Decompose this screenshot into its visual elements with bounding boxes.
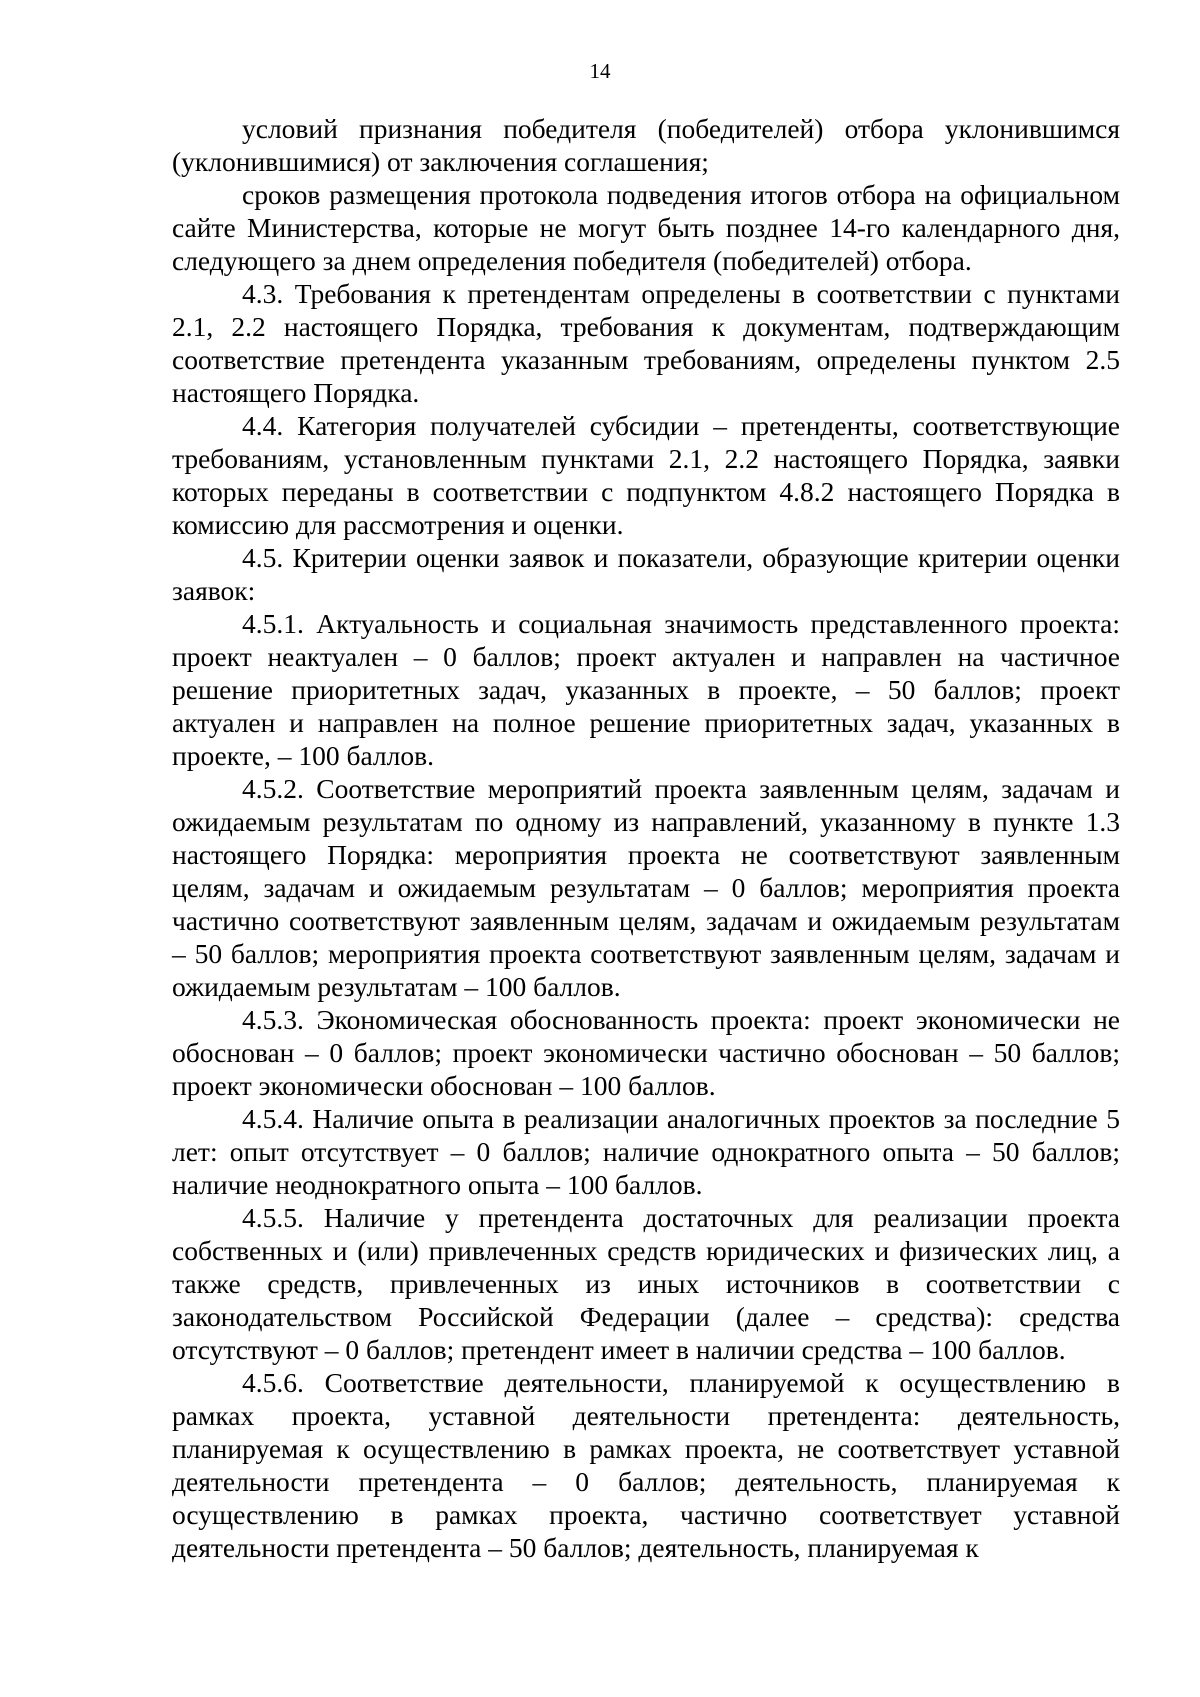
document-body: [172, 112, 1120, 1564]
paragraph-4-5-6: 4.5.6. Соответствие деятельности, планируемой к осуществлению в рамках проекта, уставной деятельности претендента: деятельность, планируемая к осуществлению в рамках проекта, не соответствует уставной деятельности претендента – 0 баллов; деятельность, планируемая к осуществлению в рамках проекта, частично соответствует уставной деятельности претендента – 50 баллов; деятельность, планируемая к: [172, 1367, 1120, 1563]
paragraph-4-4: 4.4. Категория получателей субсидии – претенденты, соответствующие требованиям, установленным пунктами 2.1, 2.2 настоящего Порядка, заявки которых переданы в соответствии с подпунктом 4.8.2 настоящего Порядка в комиссию для рассмотрения и оценки.: [172, 410, 1120, 540]
paragraph-4-5-3: 4.5.3. Экономическая обоснованность проекта: проект экономически не обоснован – 0 баллов; проект экономически частично обоснован – 50 баллов; проект экономически обоснован – 100 баллов.: [172, 1004, 1120, 1101]
paragraph-selection-conditions: условий признания победителя (победителей) отбора уклонившимся (уклонившимися) от заключения соглашения;: [172, 113, 1120, 177]
page-number: 14: [589, 59, 611, 83]
paragraph-protocol-deadlines: сроков размещения протокола подведения итогов отбора на официальном сайте Министерства, которые не могут быть позднее 14-го календарного дня, следующего за днем определения победителя (победителей) отбора.: [172, 179, 1120, 276]
paragraph-4-5-2: 4.5.2. Соответствие мероприятий проекта заявленным целям, задачам и ожидаемым результатам по одному из направлений, указанному в пункте 1.3 настоящего Порядка: мероприятия проекта не соответствуют заявленным целям, задачам и ожидаемым результатам – 0 баллов; мероприятия проекта частично соответствуют заявленным целям, задачам и ожидаемым результатам – 50 баллов; мероприятия проекта соответствуют заявленным целям, задачам и ожидаемым результатам – 100 баллов.: [172, 773, 1120, 1002]
paragraph-4-5-4: 4.5.4. Наличие опыта в реализации аналогичных проектов за последние 5 лет: опыт отсутствует – 0 баллов; наличие однократного опыта – 50 баллов; наличие неоднократного опыта – 100 баллов.: [172, 1103, 1120, 1200]
paragraph-4-5: 4.5. Критерии оценки заявок и показатели, образующие критерии оценки заявок:: [172, 542, 1120, 606]
paragraph-4-5-1: 4.5.1. Актуальность и социальная значимость представленного проекта: проект неактуален – 0 баллов; проект актуален и направлен на частичное решение приоритетных задач, указанных в проекте, – 50 баллов; проект актуален и направлен на полное решение приоритетных задач, указанных в проекте, – 100 баллов.: [172, 608, 1120, 771]
paragraph-4-3: 4.3. Требования к претендентам определены в соответствии с пунктами 2.1, 2.2 настоящего Порядка, требования к документам, подтверждающим соответствие претендента указанным требованиям, определены пунктом 2.5 настоящего Порядка.: [172, 278, 1120, 408]
paragraph-4-5-5: 4.5.5. Наличие у претендента достаточных для реализации проекта собственных и (или) привлеченных средств юридических и физических лиц, а также средств, привлеченных из иных источников в соответствии с законодательством Российской Федерации (далее – средства): средства отсутствуют – 0 баллов; претендент имеет в наличии средства – 100 баллов.: [172, 1202, 1120, 1365]
